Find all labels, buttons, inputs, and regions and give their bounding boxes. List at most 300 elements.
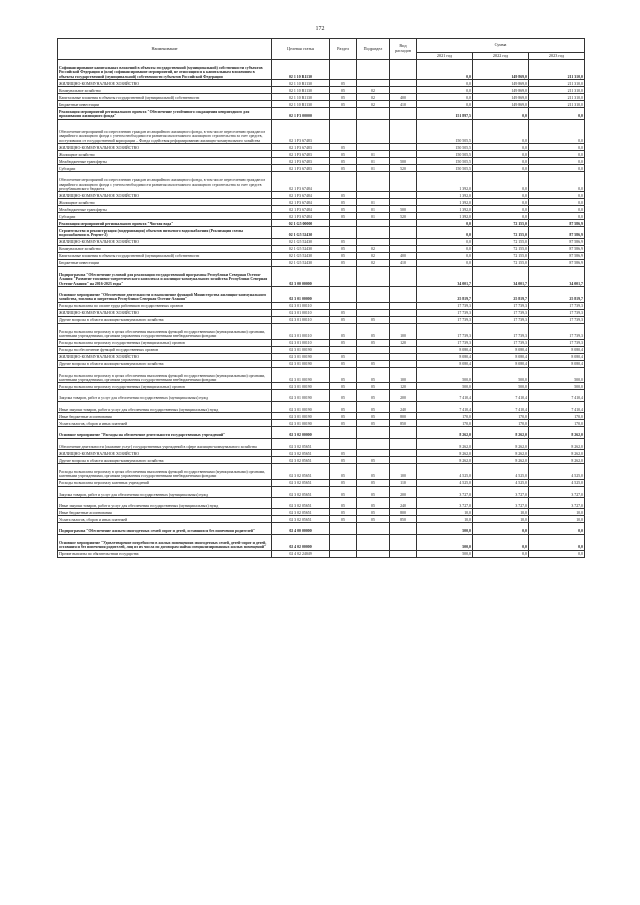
- row-value-2021: 8 262,0: [417, 427, 473, 438]
- row-subsection: [357, 266, 390, 286]
- table-row: [58, 323, 585, 339]
- row-value-2021: 0,0: [417, 252, 473, 259]
- table-row: [58, 367, 585, 383]
- row-target-code: 02 4 02 00000: [272, 534, 330, 550]
- row-section: 05: [330, 158, 357, 165]
- row-section: 05: [330, 165, 357, 172]
- row-value-2021: 8 080,4: [417, 346, 473, 353]
- row-value-2021: 150 505,5: [417, 158, 473, 165]
- row-value-2021: 151 897,5: [417, 108, 473, 119]
- row-section: [330, 119, 357, 144]
- row-expense-type: [390, 266, 417, 286]
- row-name: Расходы на выплаты персоналу государственных (муниципальных) органов: [58, 383, 272, 390]
- table-row: [58, 401, 585, 412]
- row-name: Софинансирование капитальных вложений в объекты государственной (муниципальной) собственности субъектов Российской Федерации и (или) софинансирование мероприятий, не относящихся к капитальным вложениям в объекты государственной (муниципальной) собственности субъектов Российской Федерации: [58, 60, 272, 80]
- row-section: [330, 286, 357, 302]
- row-section: 05: [330, 245, 357, 252]
- row-value-2022: 25 819,7: [473, 286, 529, 302]
- row-subsection: 05: [357, 316, 390, 323]
- row-target-code: 02 4 02 24049: [272, 550, 330, 557]
- row-target-code: 02 1 10 R1130: [272, 60, 330, 80]
- row-subsection: [357, 302, 390, 309]
- row-target-code: 02 1 G5 52430: [272, 227, 330, 238]
- row-section: [330, 438, 357, 449]
- row-name: Жилищное хозяйство: [58, 151, 272, 158]
- row-expense-type: [390, 151, 417, 158]
- row-expense-type: 240: [390, 498, 417, 509]
- row-target-code: 02 3 01 00110: [272, 302, 330, 309]
- row-section: 05: [330, 238, 357, 245]
- row-value-2021: 17 739,3: [417, 316, 473, 323]
- row-section: 05: [330, 463, 357, 479]
- row-section: 05: [330, 309, 357, 316]
- row-subsection: 02: [357, 252, 390, 259]
- row-value-2022: 500,0: [473, 367, 529, 383]
- row-name: Расходы на выплаты персоналу казенных учреждений: [58, 479, 272, 486]
- row-value-2021: 10,0: [417, 516, 473, 523]
- row-expense-type: [390, 60, 417, 80]
- row-name: ЖИЛИЩНО-КОММУНАЛЬНОЕ ХОЗЯЙСТВО: [58, 353, 272, 360]
- row-value-2022: 500,0: [473, 383, 529, 390]
- row-expense-type: 850: [390, 516, 417, 523]
- row-section: 05: [330, 252, 357, 259]
- row-value-2023: 25 819,7: [529, 286, 585, 302]
- row-section: 05: [330, 498, 357, 509]
- row-target-code: 02 1 10 R1130: [272, 94, 330, 101]
- row-value-2023: 0,0: [529, 165, 585, 172]
- table-row: [58, 302, 585, 309]
- row-value-2022: 17 739,3: [473, 302, 529, 309]
- row-value-2023: 17 739,3: [529, 316, 585, 323]
- row-target-code: 02 1 F3 67484: [272, 172, 330, 192]
- row-value-2022: 0,0: [473, 534, 529, 550]
- row-name: Жилищное хозяйство: [58, 199, 272, 206]
- row-name: Строительство и реконструкция (модернизация) объектов питьевого водоснабжения (Реализация схемы водоснабжения п. Рецепт-2): [58, 227, 272, 238]
- row-value-2021: 1 392,0: [417, 199, 473, 206]
- row-section: 05: [330, 339, 357, 346]
- row-section: 05: [330, 259, 357, 266]
- row-expense-type: [390, 108, 417, 119]
- page-number: 172: [315, 26, 325, 32]
- row-name: Основное мероприятие "Удовлетворение потребности в жилых помещениях многодетных семей, детей-сирот и детей, оставшихся без попечения родителей, лиц из их числа по договорам найма специализированных жилых помещений": [58, 534, 272, 550]
- row-value-2022: 34 001,7: [473, 266, 529, 286]
- row-value-2021: 0,0: [417, 60, 473, 80]
- row-value-2023: 211 310,0: [529, 94, 585, 101]
- row-subsection: [357, 172, 390, 192]
- row-section: 05: [330, 316, 357, 323]
- row-subsection: 05: [357, 420, 390, 427]
- row-name: Подпрограмма "Обеспечение жильем многодетных семей сирот и детей, оставшихся без попечения родителей": [58, 523, 272, 534]
- row-section: 05: [330, 101, 357, 108]
- row-section: 05: [330, 479, 357, 486]
- row-value-2021: 1 392,0: [417, 206, 473, 213]
- row-target-code: 02 3 01 00110: [272, 339, 330, 346]
- row-value-2023: 170,0: [529, 413, 585, 420]
- row-value-2021: 8 080,4: [417, 360, 473, 367]
- row-subsection: 02: [357, 87, 390, 94]
- row-value-2022: 0,0: [473, 144, 529, 151]
- row-value-2022: 8 262,0: [473, 449, 529, 456]
- table-row: [58, 192, 585, 199]
- header-subsection: Подраздел: [357, 39, 390, 60]
- table-row: [58, 449, 585, 456]
- table-row: [58, 339, 585, 346]
- row-value-2021: 170,0: [417, 420, 473, 427]
- row-value-2022: 0,0: [473, 108, 529, 119]
- row-target-code: 02 3 02 05651: [272, 498, 330, 509]
- row-expense-type: 240: [390, 401, 417, 412]
- row-value-2021: 0,0: [417, 238, 473, 245]
- row-name: Иные бюджетные ассигнования: [58, 509, 272, 516]
- row-subsection: [357, 60, 390, 80]
- table-row: [58, 523, 585, 534]
- row-value-2023: 0,0: [529, 213, 585, 220]
- row-value-2023: 10,0: [529, 516, 585, 523]
- row-section: [330, 534, 357, 550]
- row-value-2021: 8 262,0: [417, 456, 473, 463]
- table-row: [58, 360, 585, 367]
- row-value-2021: 150 505,5: [417, 151, 473, 158]
- row-target-code: 02 1 F3 67483: [272, 119, 330, 144]
- row-name: ЖИЛИЩНО-КОММУНАЛЬНОЕ ХОЗЯЙСТВО: [58, 144, 272, 151]
- header-sum: Сумма: [417, 39, 585, 53]
- row-section: [330, 427, 357, 438]
- table-row: [58, 119, 585, 144]
- row-value-2022: 0,0: [473, 550, 529, 557]
- row-target-code: 02 1 F3 67484: [272, 206, 330, 213]
- row-value-2022: 17 739,3: [473, 323, 529, 339]
- row-value-2022: 0,0: [473, 199, 529, 206]
- row-value-2023: 8 080,4: [529, 360, 585, 367]
- row-value-2022: 17 739,3: [473, 309, 529, 316]
- row-expense-type: [390, 456, 417, 463]
- row-value-2023: 0,0: [529, 192, 585, 199]
- row-target-code: 02 3 01 00190: [272, 420, 330, 427]
- row-subsection: 05: [357, 323, 390, 339]
- row-subsection: 01: [357, 206, 390, 213]
- row-value-2022: 8 262,0: [473, 456, 529, 463]
- row-target-code: 02 3 01 00110: [272, 323, 330, 339]
- table-row: [58, 199, 585, 206]
- row-expense-type: [390, 199, 417, 206]
- row-section: 05: [330, 323, 357, 339]
- row-section: 05: [330, 360, 357, 367]
- row-expense-type: 800: [390, 509, 417, 516]
- table-row: [58, 438, 585, 449]
- row-value-2023: 211 310,0: [529, 80, 585, 87]
- table-row: [58, 550, 585, 557]
- row-subsection: 05: [357, 413, 390, 420]
- row-expense-type: 110: [390, 479, 417, 486]
- row-name: Коммунальное хозяйство: [58, 245, 272, 252]
- row-section: 05: [330, 413, 357, 420]
- row-section: [330, 550, 357, 557]
- row-subsection: 02: [357, 101, 390, 108]
- row-target-code: 02 3 02 05651: [272, 456, 330, 463]
- header-section: Раздел: [330, 39, 357, 60]
- row-value-2021: 0,0: [417, 245, 473, 252]
- row-target-code: 02 3 01 00000: [272, 286, 330, 302]
- row-expense-type: 120: [390, 339, 417, 346]
- row-section: 05: [330, 449, 357, 456]
- row-value-2022: 149 869,0: [473, 60, 529, 80]
- row-target-code: 02 3 01 00190: [272, 413, 330, 420]
- row-value-2021: 7 410,4: [417, 390, 473, 401]
- table-row: [58, 316, 585, 323]
- row-target-code: 02 1 G5 52430: [272, 245, 330, 252]
- table-row: [58, 238, 585, 245]
- row-subsection: 05: [357, 498, 390, 509]
- row-value-2023: 8 080,4: [529, 346, 585, 353]
- row-expense-type: [390, 286, 417, 302]
- row-value-2023: 87 586,9: [529, 227, 585, 238]
- row-value-2021: 34 001,7: [417, 266, 473, 286]
- row-section: [330, 220, 357, 227]
- row-subsection: [357, 309, 390, 316]
- row-target-code: 02 3 02 05651: [272, 486, 330, 497]
- row-name: Иные бюджетные ассигнования: [58, 413, 272, 420]
- row-value-2021: 500,0: [417, 534, 473, 550]
- row-expense-type: [390, 346, 417, 353]
- row-value-2021: 7 410,4: [417, 401, 473, 412]
- row-value-2023: 4 525,0: [529, 463, 585, 479]
- row-subsection: 01: [357, 213, 390, 220]
- row-subsection: 01: [357, 151, 390, 158]
- row-name: Реализация мероприятий регионального проекта "Обеспечение устойчивого сокращения непригодного для проживания жилищного фонда": [58, 108, 272, 119]
- header-year-2022: 2022 год: [473, 53, 529, 60]
- table-row: [58, 509, 585, 516]
- row-expense-type: 400: [390, 252, 417, 259]
- row-target-code: 02 3 01 00190: [272, 383, 330, 390]
- row-value-2021: 8 262,0: [417, 449, 473, 456]
- row-value-2023: 34 001,7: [529, 266, 585, 286]
- budget-table-body: [58, 60, 585, 558]
- row-target-code: 02 3 01 00190: [272, 346, 330, 353]
- row-value-2022: 8 262,0: [473, 427, 529, 438]
- row-value-2022: 170,0: [473, 413, 529, 420]
- row-value-2023: 8 262,0: [529, 438, 585, 449]
- row-value-2023: 8 262,0: [529, 449, 585, 456]
- row-subsection: 05: [357, 456, 390, 463]
- row-subsection: 05: [357, 360, 390, 367]
- table-row: [58, 516, 585, 523]
- row-target-code: 02 3 02 05651: [272, 509, 330, 516]
- row-value-2023: 211 310,0: [529, 101, 585, 108]
- table-row: [58, 534, 585, 550]
- row-subsection: 01: [357, 165, 390, 172]
- row-expense-type: 520: [390, 213, 417, 220]
- table-row: [58, 245, 585, 252]
- row-value-2022: 0,0: [473, 165, 529, 172]
- row-value-2023: 8 262,0: [529, 427, 585, 438]
- row-name: Субсидии: [58, 213, 272, 220]
- row-value-2021: 170,0: [417, 413, 473, 420]
- row-value-2022: 149 869,0: [473, 87, 529, 94]
- row-section: [330, 108, 357, 119]
- row-subsection: 02: [357, 259, 390, 266]
- row-value-2023: 0,0: [529, 144, 585, 151]
- table-row: [58, 213, 585, 220]
- row-target-code: 02 1 F3 67483: [272, 151, 330, 158]
- row-expense-type: 850: [390, 420, 417, 427]
- row-name: Реализация мероприятий регионального проекта "Чистая вода": [58, 220, 272, 227]
- table-row: [58, 227, 585, 238]
- row-section: 05: [330, 509, 357, 516]
- table-row: [58, 266, 585, 286]
- row-section: 05: [330, 192, 357, 199]
- row-target-code: 02 3 02 05651: [272, 463, 330, 479]
- row-target-code: 02 3 02 05651: [272, 438, 330, 449]
- row-name: Другие вопросы в области жилищно-коммунального хозяйства: [58, 316, 272, 323]
- row-value-2023: 211 310,0: [529, 87, 585, 94]
- row-subsection: 05: [357, 390, 390, 401]
- row-expense-type: 500: [390, 158, 417, 165]
- row-section: [330, 266, 357, 286]
- row-subsection: [357, 220, 390, 227]
- row-value-2021: 25 819,7: [417, 286, 473, 302]
- row-target-code: 02 1 F3 67483: [272, 165, 330, 172]
- row-target-code: 02 1 G5 52430: [272, 238, 330, 245]
- row-value-2023: 0,0: [529, 550, 585, 557]
- table-row: [58, 420, 585, 427]
- row-value-2021: 17 739,3: [417, 309, 473, 316]
- row-value-2021: 17 739,3: [417, 302, 473, 309]
- row-value-2022: 72 155,0: [473, 238, 529, 245]
- row-name: Подпрограмма "Обеспечение условий для реализации государственной программы Республики Северная Осетия-Алания "Развитие топливно-энергетического комплекса и жилищно-коммунального хозяйства Республики Северная Осетия-Алания" на 2016-2023 годы": [58, 266, 272, 286]
- row-subsection: [357, 238, 390, 245]
- row-value-2023: 0,0: [529, 172, 585, 192]
- row-subsection: [357, 523, 390, 534]
- row-subsection: [357, 346, 390, 353]
- row-value-2022: 4 525,0: [473, 463, 529, 479]
- row-value-2023: 500,0: [529, 367, 585, 383]
- row-target-code: 02 1 F3 67484: [272, 213, 330, 220]
- row-value-2021: 10,0: [417, 509, 473, 516]
- row-expense-type: [390, 220, 417, 227]
- row-target-code: 02 1 10 R1130: [272, 101, 330, 108]
- row-value-2021: 150 505,5: [417, 119, 473, 144]
- row-target-code: 02 3 01 00190: [272, 367, 330, 383]
- row-expense-type: [390, 238, 417, 245]
- row-target-code: 02 1 10 R1130: [272, 87, 330, 94]
- row-target-code: 02 3 01 00190: [272, 401, 330, 412]
- row-value-2021: 0,0: [417, 101, 473, 108]
- row-value-2023: 8 262,0: [529, 456, 585, 463]
- row-value-2021: 3 727,0: [417, 498, 473, 509]
- row-value-2023: 500,0: [529, 383, 585, 390]
- row-value-2023: 17 739,3: [529, 309, 585, 316]
- row-name: ЖИЛИЩНО-КОММУНАЛЬНОЕ ХОЗЯЙСТВО: [58, 309, 272, 316]
- row-value-2022: 7 410,4: [473, 390, 529, 401]
- row-subsection: [357, 550, 390, 557]
- row-name: Капитальные вложения в объекты государственной (муниципальной) собственности: [58, 252, 272, 259]
- row-subsection: 05: [357, 516, 390, 523]
- row-expense-type: [390, 523, 417, 534]
- row-subsection: [357, 227, 390, 238]
- row-subsection: 05: [357, 383, 390, 390]
- row-value-2022: 3 727,0: [473, 486, 529, 497]
- row-name: Расходы на выплаты персоналу в целях обеспечения выполнения функций государственными (муниципальными) органами, казенными учреждениями, органами управления государственными внебюджетными фондами: [58, 323, 272, 339]
- table-row: [58, 158, 585, 165]
- row-value-2022: 8 262,0: [473, 438, 529, 449]
- row-value-2023: 87 586,9: [529, 252, 585, 259]
- row-expense-type: 200: [390, 390, 417, 401]
- row-value-2022: 8 080,4: [473, 353, 529, 360]
- header-type: Вид расходов: [390, 39, 417, 60]
- table-row: [58, 383, 585, 390]
- row-subsection: [357, 80, 390, 87]
- row-subsection: [357, 449, 390, 456]
- row-value-2022: 149 869,0: [473, 80, 529, 87]
- row-expense-type: [390, 245, 417, 252]
- row-name: Капитальные вложения в объекты государственной (муниципальной) собственности: [58, 94, 272, 101]
- row-value-2021: 17 739,3: [417, 339, 473, 346]
- header-year-2021: 2021 год: [417, 53, 473, 60]
- table-row: [58, 165, 585, 172]
- row-section: 05: [330, 80, 357, 87]
- row-value-2022: 8 080,4: [473, 346, 529, 353]
- row-subsection: [357, 144, 390, 151]
- row-expense-type: [390, 316, 417, 323]
- row-value-2021: 1 392,0: [417, 172, 473, 192]
- row-value-2022: 170,0: [473, 420, 529, 427]
- table-row: [58, 172, 585, 192]
- table-row: [58, 479, 585, 486]
- row-subsection: [357, 534, 390, 550]
- row-value-2021: 0,0: [417, 220, 473, 227]
- row-target-code: 02 3 01 00190: [272, 360, 330, 367]
- row-value-2021: 3 727,0: [417, 486, 473, 497]
- row-value-2023: 87 586,9: [529, 259, 585, 266]
- row-name: ЖИЛИЩНО-КОММУНАЛЬНОЕ ХОЗЯЙСТВО: [58, 238, 272, 245]
- row-value-2022: 4 525,0: [473, 479, 529, 486]
- row-value-2022: 0,0: [473, 523, 529, 534]
- table-row: [58, 252, 585, 259]
- table-row: [58, 87, 585, 94]
- row-value-2021: 8 080,4: [417, 353, 473, 360]
- header-name: Наименование: [58, 39, 272, 60]
- row-value-2022: 149 869,0: [473, 101, 529, 108]
- row-value-2023: 7 410,4: [529, 401, 585, 412]
- row-subsection: 05: [357, 339, 390, 346]
- row-section: 05: [330, 516, 357, 523]
- row-name: Закупка товаров, работ и услуг для обеспечения государственных (муниципальных) нужд: [58, 486, 272, 497]
- row-expense-type: [390, 353, 417, 360]
- row-value-2022: 72 155,0: [473, 259, 529, 266]
- row-value-2021: 0,0: [417, 80, 473, 87]
- row-target-code: 02 3 01 00190: [272, 390, 330, 401]
- row-name: Расходы на выплаты персоналу государственных (муниципальных) органов: [58, 339, 272, 346]
- row-expense-type: 200: [390, 486, 417, 497]
- row-target-code: 02 3 02 05651: [272, 516, 330, 523]
- row-value-2023: 170,0: [529, 420, 585, 427]
- row-value-2023: 0,0: [529, 119, 585, 144]
- row-expense-type: [390, 227, 417, 238]
- row-subsection: 01: [357, 199, 390, 206]
- row-value-2022: 0,0: [473, 158, 529, 165]
- table-row: [58, 108, 585, 119]
- row-value-2022: 10,0: [473, 516, 529, 523]
- row-name: Обеспечение мероприятий по переселению граждан из аварийного жилищного фонда, в том числе переселению граждан из аварийного жилищного фонда с учетом необходимости развития малоэтажного жилищного строительства за счет средств, поступивших от государственной корпорации – Фонда содействия реформированию жилищно-коммунального хозяйства: [58, 119, 272, 144]
- row-subsection: [357, 192, 390, 199]
- row-value-2022: 0,0: [473, 119, 529, 144]
- row-name: Межбюджетные трансферты: [58, 206, 272, 213]
- row-name: ЖИЛИЩНО-КОММУНАЛЬНОЕ ХОЗЯЙСТВО: [58, 192, 272, 199]
- row-expense-type: 520: [390, 165, 417, 172]
- row-target-code: 02 1 G5 52430: [272, 252, 330, 259]
- row-name: Межбюджетные трансферты: [58, 158, 272, 165]
- row-section: 05: [330, 94, 357, 101]
